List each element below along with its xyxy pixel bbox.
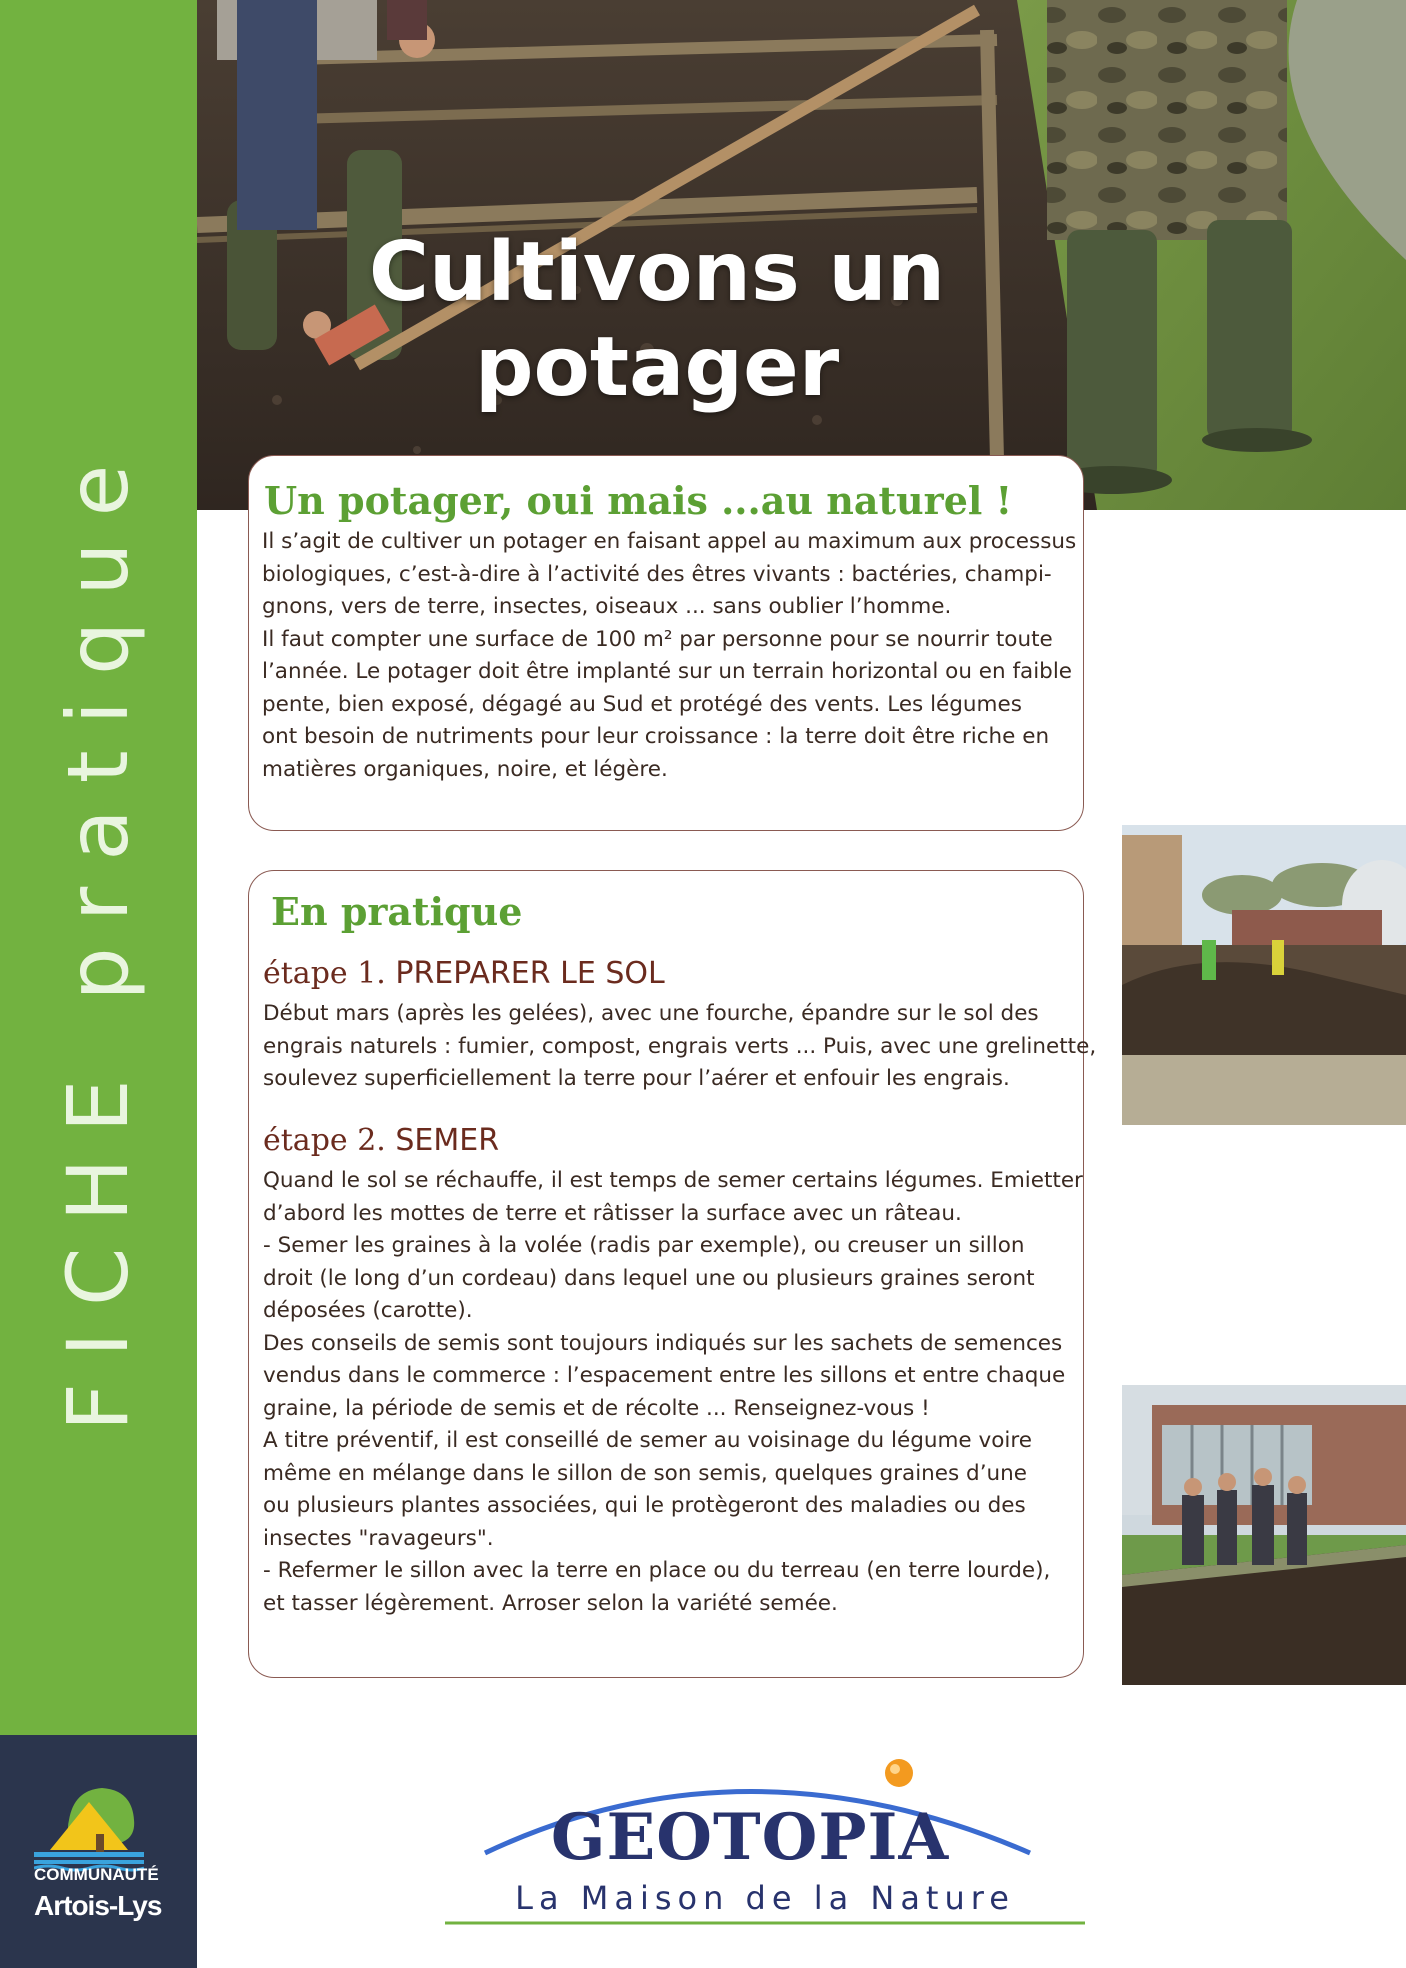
building-photo-2	[1122, 1385, 1406, 1685]
step2-line: même en mélange dans le sillon de son semis, quelques graines d’une	[263, 1460, 1028, 1486]
step2-line: déposées (carotte).	[263, 1298, 473, 1323]
sidebar-title-strong: FICHE	[49, 1053, 147, 1432]
step2-line: - Refermer le sillon avec la terre en place ou du terreau (en terre lourde),	[263, 1558, 1051, 1583]
practice-box	[248, 870, 1097, 1678]
intro-line: Il s’agit de cultiver un potager en faisant appel au maximum aux processus	[262, 529, 1077, 554]
step2-line: et tasser légèrement. Arroser selon la variété semée.	[263, 1590, 838, 1616]
practice-heading: En pratique	[271, 889, 523, 934]
step1-label: étape 1.	[263, 956, 386, 991]
sidebar-band	[0, 0, 197, 1735]
page-title-line1: Cultivons un	[368, 225, 946, 320]
intro-line: Il faut compter une surface de 100 m² par personne pour se nourrir toute	[262, 626, 1053, 652]
step2-paragraph	[263, 1165, 1083, 1620]
hero-photo	[197, 0, 1406, 510]
step1-paragraph	[263, 998, 1096, 1096]
step2-line: vendus dans le commerce : l’espacement entre les sillons et entre chaque	[263, 1363, 1066, 1388]
step2-line: - Semer les graines à la volée (radis par exemple), ou creuser un sillon	[263, 1233, 1025, 1258]
building-photo-1	[1122, 825, 1406, 1125]
intro-heading: Un potager, oui mais ...au naturel !	[264, 478, 1013, 523]
intro-line: gnons, vers de terre, insectes, oiseaux ... sans oublier l’homme.	[262, 594, 952, 619]
geotopia-logo	[445, 1755, 1095, 1925]
sidebar-title	[49, 439, 147, 1432]
step2-line: Quand le sol se réchauffe, il est temps de semer certains légumes. Emietter	[263, 1168, 1083, 1193]
geotopia-tagline: La Maison de la Nature	[515, 1879, 1015, 1917]
intro-line: biologiques, c’est-à-dire à l’activité des êtres vivants : bactéries, champi-	[262, 561, 1052, 587]
photo-illustration	[1122, 825, 1406, 1125]
step2-line: graine, la période de semis et de récolte ... Renseignez-vous !	[263, 1395, 930, 1421]
step2-line: A titre préventif, il est conseillé de semer au voisinage du légume voire	[263, 1428, 1032, 1453]
communaute-logo	[0, 1735, 197, 1968]
intro-box	[248, 455, 1084, 831]
step1-line: soulevez superficiellement la terre pour l’aérer et enfouir les engrais.	[263, 1066, 1010, 1091]
page-title-line2: potager	[474, 320, 840, 415]
intro-line: pente, bien exposé, dégagé au Sud et protégé des vents. Les légumes	[262, 691, 1022, 717]
step2-label: étape 2.	[263, 1123, 386, 1158]
photo-illustration	[1122, 1385, 1406, 1685]
intro-paragraph	[262, 526, 1076, 786]
step1-line: Début mars (après les gelées), avec une fourche, épandre sur le sol des	[263, 1001, 1039, 1026]
page-title	[357, 225, 957, 415]
geotopia-brand: GEOTOPIA	[550, 1800, 950, 1875]
sidebar-title-light: pratique	[49, 438, 147, 1001]
logo-text-communaute: COMMUNAUTÉ	[34, 1865, 159, 1884]
step2-line: droit (le long d’un cordeau) dans lequel une ou plusieurs graines seront	[263, 1265, 1035, 1291]
step2-title	[263, 1123, 499, 1158]
step1-name: PREPARER LE SOL	[395, 956, 665, 991]
step2-line: ou plusieurs plantes associées, qui le protègeront des maladies ou des	[263, 1493, 1026, 1518]
step1-line: engrais naturels : fumier, compost, engrais verts ... Puis, avec une grelinette,	[263, 1033, 1097, 1059]
step2-line: d’abord les mottes de terre et râtisser la surface avec un râteau.	[263, 1200, 962, 1226]
intro-line: ont besoin de nutriments pour leur croissance : la terre doit être riche en	[262, 724, 1050, 749]
intro-line: l’année. Le potager doit être implanté sur un terrain horizontal ou en faible	[262, 659, 1073, 684]
logo-text-artois-lys: Artois-Lys	[34, 1890, 162, 1921]
step2-line: Des conseils de semis sont toujours indiqués sur les sachets de semences	[263, 1330, 1063, 1356]
step1-title	[263, 956, 665, 991]
step2-name: SEMER	[395, 1123, 500, 1158]
intro-line: matières organiques, noire, et légère.	[262, 756, 668, 782]
step2-line: insectes "ravageurs".	[263, 1525, 494, 1551]
